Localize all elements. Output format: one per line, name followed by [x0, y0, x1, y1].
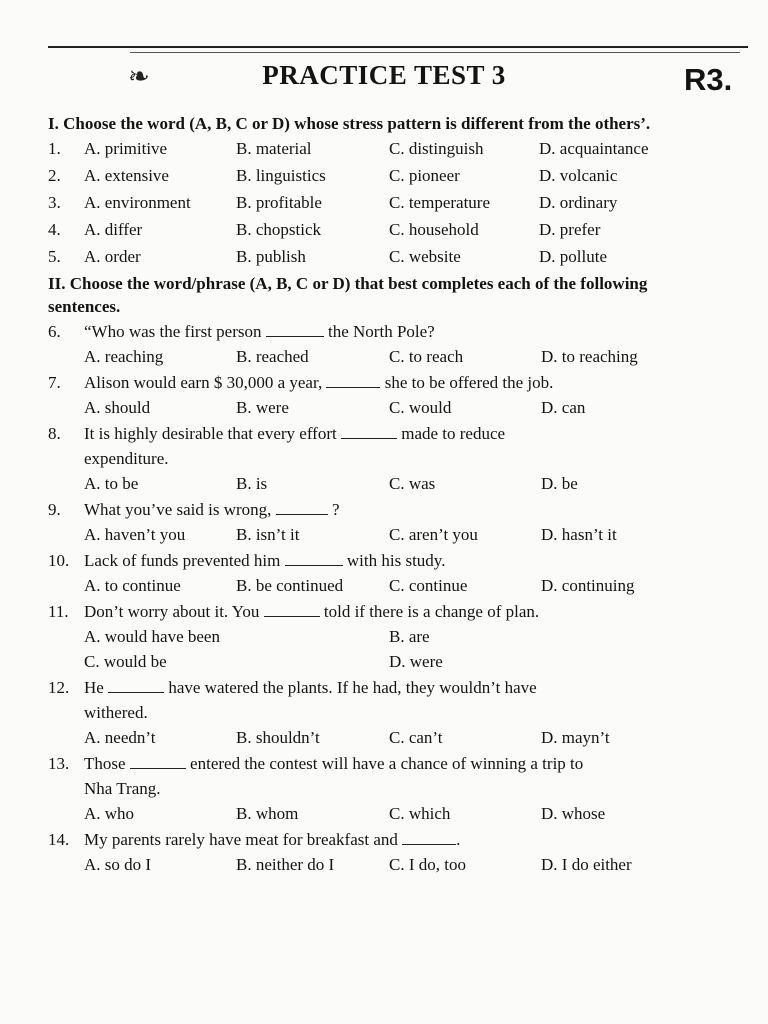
stem-pre: My parents rarely have meat for breakfast and: [84, 830, 398, 849]
option-b[interactable]: B. material: [236, 139, 312, 158]
section1-heading: I. Choose the word (A, B, C or D) whose stress pattern is different from the others’.: [48, 114, 651, 133]
answer-blank[interactable]: [341, 421, 397, 439]
stem-post: the North Pole?: [328, 322, 435, 341]
option-b[interactable]: B. linguistics: [236, 166, 326, 185]
answer-blank[interactable]: [130, 751, 186, 769]
option-c[interactable]: C. can’t: [389, 728, 443, 747]
stem-pre: Lack of funds prevented him: [84, 551, 281, 570]
stem-text: [84, 421, 718, 471]
question-13: [48, 751, 718, 826]
option-b[interactable]: B. publish: [236, 247, 306, 266]
answer-blank[interactable]: [266, 319, 324, 337]
option-a[interactable]: A. reaching: [84, 347, 164, 366]
item-number: 10.: [48, 551, 70, 570]
stem-text: [84, 548, 718, 573]
answer-blank[interactable]: [285, 548, 343, 566]
answer-options: [48, 801, 718, 826]
answer-blank[interactable]: [326, 370, 380, 388]
stem-pre: Those: [84, 754, 126, 773]
item-number: 8.: [48, 424, 61, 443]
item-number: 7.: [48, 373, 61, 392]
option-b[interactable]: B. were: [236, 398, 289, 417]
stem-pre: It is highly desirable that every effort: [84, 424, 337, 443]
page-title: PRACTICE TEST 3: [262, 60, 506, 90]
option-b[interactable]: B. whom: [236, 804, 299, 823]
stem-pre: What you’ve said is wrong,: [84, 500, 272, 519]
corner-tag: R3.: [684, 62, 733, 97]
section2-heading: II. Choose the word/phrase (A, B, C or D) that best completes each of the following sentences.: [48, 274, 648, 316]
option-b[interactable]: B. be continued: [236, 576, 344, 595]
question-stem: [48, 319, 718, 344]
option-b[interactable]: B. isn’t it: [236, 525, 300, 544]
option-c[interactable]: C. to reach: [389, 347, 464, 366]
option-c[interactable]: C. continue: [389, 576, 468, 595]
list-item: [48, 189, 718, 216]
stem-pre: “Who was the first person: [84, 322, 262, 341]
option-d[interactable]: D. I do either: [541, 855, 632, 874]
stem-text: [84, 599, 718, 624]
option-c[interactable]: C. was: [389, 474, 436, 493]
answer-options: [48, 471, 718, 496]
stem-pre: Alison would earn $ 30,000 a year,: [84, 373, 323, 392]
answer-options: [48, 395, 718, 420]
item-number: 3.: [48, 193, 61, 212]
option-d[interactable]: D. ordinary: [539, 193, 618, 212]
question-6: [48, 319, 718, 369]
option-d[interactable]: D. whose: [541, 804, 606, 823]
question-stem: [48, 751, 718, 801]
top-rule: [48, 46, 748, 48]
list-item: [48, 135, 718, 162]
option-c[interactable]: C. temperature: [389, 193, 491, 212]
item-number: 12.: [48, 678, 70, 697]
question-10: [48, 548, 718, 598]
option-b[interactable]: B. reached: [236, 347, 309, 366]
answer-options: [48, 725, 718, 750]
question-stem: [48, 548, 718, 573]
option-d[interactable]: D. were: [389, 652, 443, 671]
stem-text: [84, 751, 718, 801]
option-a[interactable]: A. who: [84, 804, 135, 823]
question-stem: [48, 599, 718, 624]
stem-text: [84, 319, 718, 344]
option-c[interactable]: C. which: [389, 804, 451, 823]
option-a[interactable]: A. extensive: [84, 166, 169, 185]
answer-blank[interactable]: [276, 497, 328, 515]
option-d[interactable]: D. volcanic: [539, 166, 618, 185]
question-stem: [48, 675, 718, 725]
answer-options: [48, 852, 718, 877]
stem-post: ?: [331, 500, 340, 519]
option-d[interactable]: D. mayn’t: [541, 728, 610, 747]
option-a[interactable]: A. to continue: [84, 576, 181, 595]
item-number: 4.: [48, 220, 61, 239]
question-11: [48, 599, 718, 674]
option-a[interactable]: A. order: [84, 247, 141, 266]
option-b[interactable]: B. shouldn’t: [236, 728, 320, 747]
stem-continued: expenditure.: [84, 449, 169, 468]
item-number: 9.: [48, 500, 61, 519]
option-c[interactable]: C. would: [389, 398, 452, 417]
option-a[interactable]: A. primitive: [84, 139, 168, 158]
question-stem: [48, 497, 718, 522]
stem-pre: Don’t worry about it. You: [84, 602, 260, 621]
item-number: 5.: [48, 247, 61, 266]
answer-options: [48, 649, 718, 674]
test-content: [48, 112, 718, 877]
section1-list: [48, 135, 718, 270]
question-12: [48, 675, 718, 750]
option-d[interactable]: D. to reaching: [541, 347, 638, 366]
question-14: [48, 827, 718, 877]
item-number: 14.: [48, 830, 70, 849]
answer-blank[interactable]: [402, 827, 456, 845]
stem-continued: withered.: [84, 703, 148, 722]
option-d[interactable]: D. prefer: [539, 220, 601, 239]
answer-options: [48, 522, 718, 547]
stem-post: .: [456, 830, 461, 849]
answer-options: [48, 624, 718, 649]
option-a[interactable]: A. differ: [84, 220, 143, 239]
question-9: [48, 497, 718, 547]
item-number: 6.: [48, 322, 61, 341]
answer-options: [48, 573, 718, 598]
option-a[interactable]: A. haven’t you: [84, 525, 186, 544]
question-8: [48, 421, 718, 496]
stem-text: [84, 827, 718, 852]
answer-blank[interactable]: [108, 675, 164, 693]
option-a[interactable]: A. environment: [84, 193, 191, 212]
option-c[interactable]: C. website: [389, 247, 461, 266]
item-number: 11.: [48, 602, 69, 621]
stem-text: [84, 497, 718, 522]
option-d[interactable]: D. acquaintance: [539, 139, 649, 158]
option-a[interactable]: A. would have been: [84, 627, 220, 646]
option-b[interactable]: B. neither do I: [236, 855, 335, 874]
option-d[interactable]: D. be: [541, 474, 578, 493]
item-number: 2.: [48, 166, 61, 185]
option-b[interactable]: B. are: [389, 627, 430, 646]
option-d[interactable]: D. continuing: [541, 576, 635, 595]
option-a[interactable]: A. should: [84, 398, 151, 417]
item-number: 1.: [48, 139, 61, 158]
stem-post: told if there is a change of plan.: [323, 602, 540, 621]
stem-post: made to reduce: [401, 424, 506, 443]
option-c[interactable]: C. I do, too: [389, 855, 466, 874]
option-a[interactable]: A. needn’t: [84, 728, 156, 747]
stem-text: [84, 370, 718, 395]
question-stem: [48, 827, 718, 852]
answer-blank[interactable]: [264, 599, 320, 617]
option-d[interactable]: D. hasn’t it: [541, 525, 617, 544]
stem-continued: Nha Trang.: [84, 779, 161, 798]
question-stem: [48, 421, 718, 471]
option-a[interactable]: A. to be: [84, 474, 139, 493]
list-item: [48, 243, 718, 270]
item-number: 13.: [48, 754, 70, 773]
stem-pre: He: [84, 678, 104, 697]
question-stem: [48, 370, 718, 395]
stem-post: she to be offered the job.: [384, 373, 554, 392]
stem-post: have watered the plants. If he had, they wouldn’t have: [168, 678, 537, 697]
stem-post: with his study.: [346, 551, 446, 570]
handwritten-mark: ❧: [128, 62, 150, 91]
option-b[interactable]: B. chopstick: [236, 220, 321, 239]
option-b[interactable]: B. profitable: [236, 193, 322, 212]
option-c[interactable]: C. household: [389, 220, 479, 239]
option-a[interactable]: A. so do I: [84, 855, 152, 874]
option-c[interactable]: C. aren’t you: [389, 525, 478, 544]
list-item: [48, 162, 718, 189]
option-c[interactable]: C. would be: [84, 652, 167, 671]
answer-options: [48, 344, 718, 369]
stem-text: [84, 675, 718, 725]
question-7: [48, 370, 718, 420]
stem-post: entered the contest will have a chance of winning a trip to: [190, 754, 584, 773]
option-d[interactable]: D. can: [541, 398, 586, 417]
option-b[interactable]: B. is: [236, 474, 268, 493]
option-c[interactable]: C. pioneer: [389, 166, 460, 185]
list-item: [48, 216, 718, 243]
option-c[interactable]: C. distinguish: [389, 139, 484, 158]
option-d[interactable]: D. pollute: [539, 247, 607, 266]
top-rule-thin: [130, 52, 740, 53]
